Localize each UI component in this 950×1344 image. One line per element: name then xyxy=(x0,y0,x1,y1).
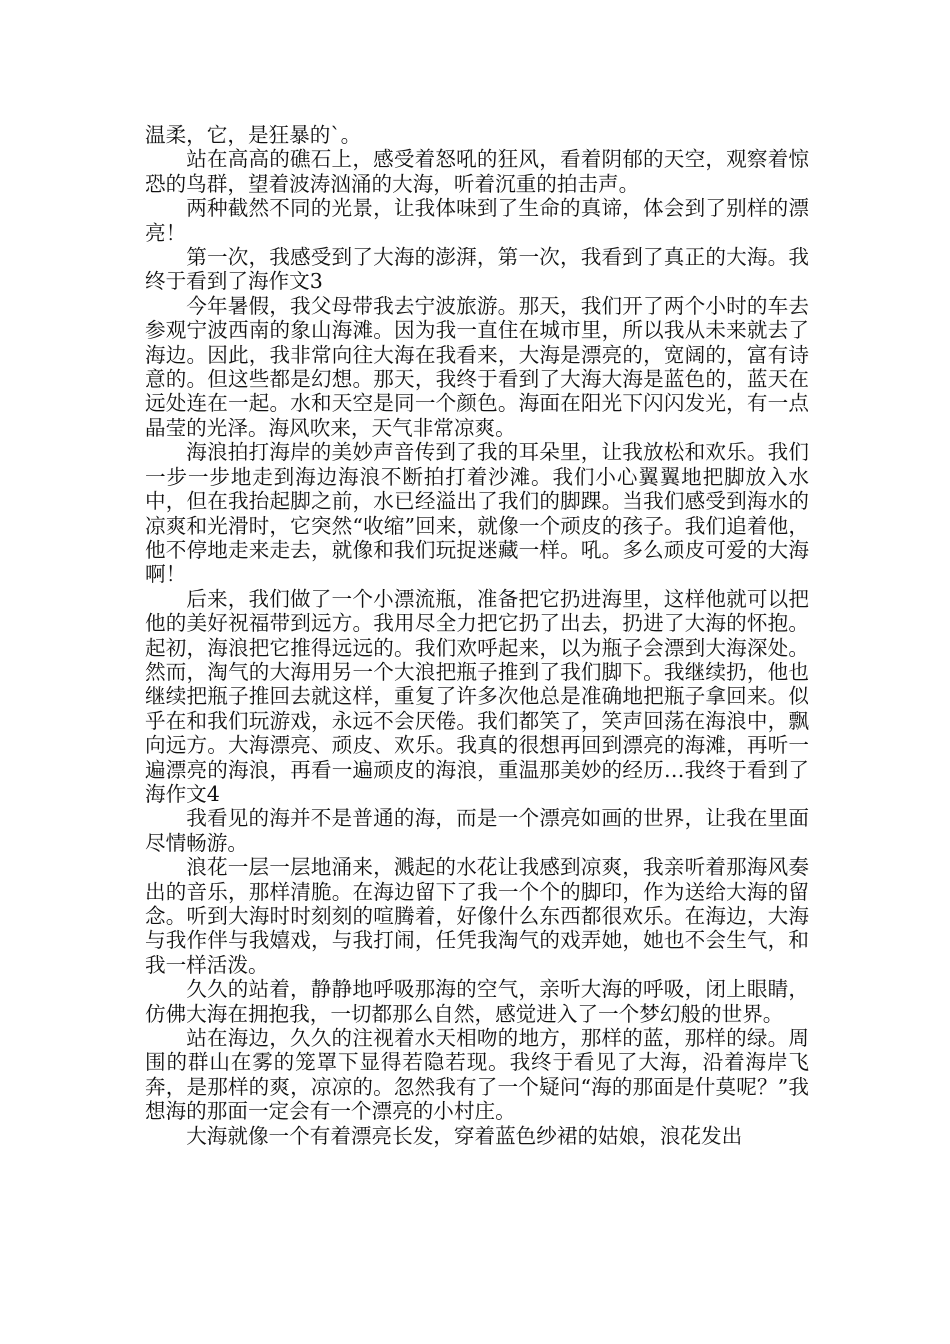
paragraph-7: 后来，我们做了一个小漂流瓶，准备把它扔进海里，这样他就可以把他的美好祝福带到远方。我用尽全力把它扔了出去，扔进了大海的怀抱。起初，海浪把它推得远远的。我们欢呼起来，以为瓶子会漂到大海深处。然而，淘气的大海用另一个大浪把瓶子推到了我们脚下。我继续扔，他也继续把瓶子推回去就这样，重复了许多次他总是准确地把瓶子拿回来。似乎在和我们玩游戏，永远不会厌倦。我们都笑了，笑声回荡在海浪中，飘向远方。大海漂亮、顽皮、欢乐。我真的很想再回到漂亮的海滩，再听一遍漂亮的海浪，再看一遍顽皮的海浪，重温那美妙的经历…我终于看到了海作文4 xyxy=(145,586,809,806)
paragraph-5: 今年暑假，我父母带我去宁波旅游。那天，我们开了两个小时的车去参观宁波西南的象山海滩。因为我一直住在城市里，所以我从未来就去了海边。因此，我非常向往大海在我看来，大海是漂亮的，宽阔的，富有诗意的。但这些都是幻想。那天，我终于看到了大海大海是蓝色的，蓝天在远处连在一起。水和天空是同一个颜色。海面在阳光下闪闪发光，有一点晶莹的光泽。海风吹来，天气非常凉爽。 xyxy=(145,293,809,440)
paragraph-2: 站在高高的礁石上，感受着怒吼的狂风，看着阴郁的天空，观察着惊恐的鸟群，望着波涛汹涌的大海，听着沉重的拍击声。 xyxy=(145,147,809,196)
paragraph-11: 站在海边，久久的注视着水天相吻的地方，那样的蓝，那样的绿。周围的群山在雾的笼罩下显得若隐若现。我终于看见了大海，沿着海岸飞奔，是那样的爽，凉凉的。忽然我有了一个疑问“海的那面是什莫呢？”我想海的那面一定会有一个漂亮的小村庄。 xyxy=(145,1026,809,1124)
paragraph-9: 浪花一层一层地涌来，溅起的水花让我感到凉爽，我亲听着那海风奏出的音乐，那样清脆。在海边留下了我一个个的脚印，作为送给大海的留念。听到大海时时刻刻的喧腾着，好像什么东西都很欢乐。在海边，大海与我作伴与我嬉戏，与我打闹，任凭我淘气的戏弄她，她也不会生气，和我一样活泼。 xyxy=(145,855,809,977)
paragraph-12: 大海就像一个有着漂亮长发，穿着蓝色纱裙的姑娘，浪花发出 xyxy=(186,1123,743,1148)
paragraph-8: 我看见的海并不是普通的海，而是一个漂亮如画的世界，让我在里面尽情畅游。 xyxy=(145,806,809,855)
paragraph-10: 久久的站着，静静地呼吸那海的空气，亲听大海的呼吸，闭上眼睛，仿佛大海在拥抱我，一切都那么自然，感觉进入了一个梦幻般的世界。 xyxy=(145,977,809,1026)
document-body xyxy=(145,123,809,1148)
paragraph-6: 海浪拍打海岸的美妙声音传到了我的耳朵里，让我放松和欢乐。我们一步一步地走到海边海浪不断拍打着沙滩。我们小心翼翼地把脚放入水中，但在我抬起脚之前，水已经溢出了我们的脚踝。当我们感受到海水的凉爽和光滑时，它突然“收缩”回来，就像一个顽皮的孩子。我们追着他，他不停地走来走去，就像和我们玩捉迷藏一样。吼。多么顽皮可爱的大海啊！ xyxy=(145,440,809,587)
paragraph-4: 第一次，我感受到了大海的澎湃，第一次，我看到了真正的大海。我终于看到了海作文3 xyxy=(145,245,809,294)
paragraph-1: 温柔，它，是狂暴的`。 xyxy=(145,123,362,147)
paragraph-3: 两种截然不同的光景，让我体味到了生命的真谛，体会到了别样的漂亮！ xyxy=(145,196,809,245)
